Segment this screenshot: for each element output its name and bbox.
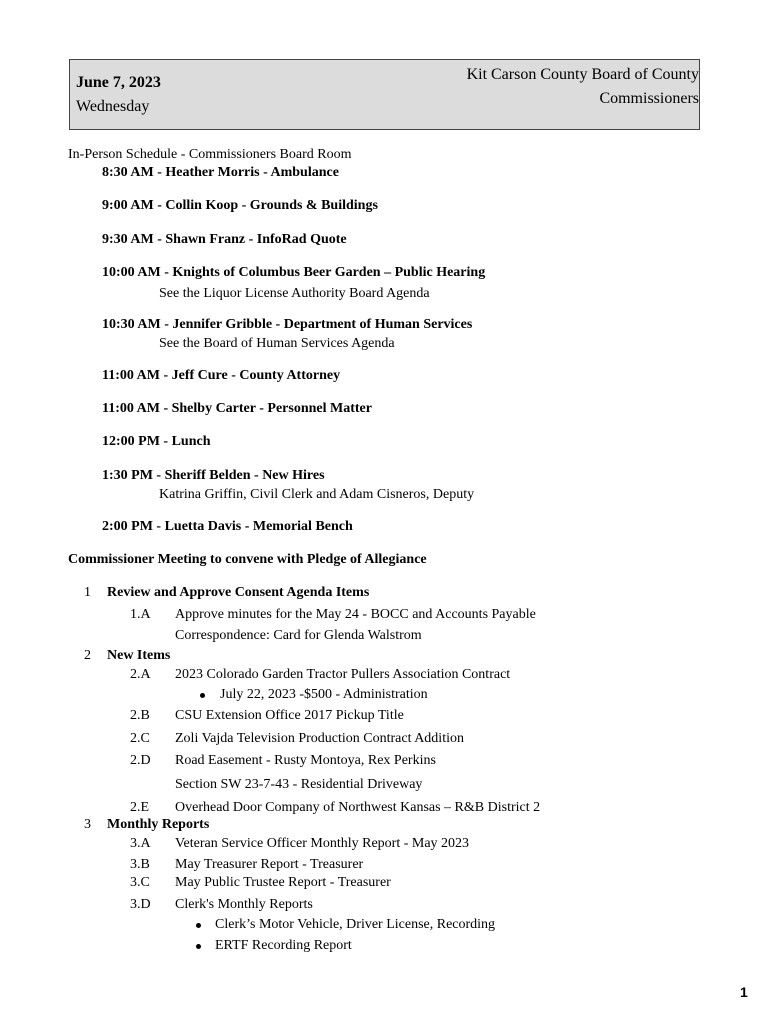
item-number: 2.B xyxy=(130,708,150,723)
item-number: 3.B xyxy=(130,857,150,872)
schedule-item: 10:00 AM - Knights of Columbus Beer Garden – Public Hearing xyxy=(102,265,486,280)
item-number: 3.C xyxy=(130,875,150,890)
bullet-text: July 22, 2023 -$500 - Administration xyxy=(220,687,428,702)
section-number: 2 xyxy=(84,648,91,663)
bullet-icon xyxy=(196,944,201,949)
schedule-heading: In-Person Schedule - Commissioners Board Room xyxy=(68,147,352,162)
item-number: 2.E xyxy=(130,800,150,815)
organization-name-line2: Commissioners xyxy=(599,90,699,107)
bullet-icon xyxy=(200,693,205,698)
item-text: Clerk's Monthly Reports xyxy=(175,897,313,912)
item-text: Zoli Vajda Television Production Contract Addition xyxy=(175,731,464,746)
bullet-text: ERTF Recording Report xyxy=(215,938,352,953)
item-number: 3.D xyxy=(130,897,151,912)
section-title: Review and Approve Consent Agenda Items xyxy=(107,585,370,600)
item-text: CSU Extension Office 2017 Pickup Title xyxy=(175,708,404,723)
schedule-item: 9:00 AM - Collin Koop - Grounds & Buildings xyxy=(102,198,378,213)
meeting-heading: Commissioner Meeting to convene with Pledge of Allegiance xyxy=(68,552,427,567)
item-text: 2023 Colorado Garden Tractor Pullers Association Contract xyxy=(175,667,511,682)
bullet-icon xyxy=(196,923,201,928)
schedule-item: 2:00 PM - Luetta Davis - Memorial Bench xyxy=(102,519,353,534)
item-text: May Public Trustee Report - Treasurer xyxy=(175,875,391,890)
item-text: May Treasurer Report - Treasurer xyxy=(175,857,364,872)
schedule-item: 8:30 AM - Heather Morris - Ambulance xyxy=(102,165,339,180)
item-text: Correspondence: Card for Glenda Walstrom xyxy=(175,628,422,643)
item-number: 2.D xyxy=(130,753,151,768)
schedule-item-note: Katrina Griffin, Civil Clerk and Adam Cisneros, Deputy xyxy=(159,487,475,502)
item-number: 1.A xyxy=(130,607,151,622)
schedule-item-note: See the Board of Human Services Agenda xyxy=(159,336,395,351)
item-text: Veteran Service Officer Monthly Report - May 2023 xyxy=(175,836,470,851)
item-text: Approve minutes for the May 24 - BOCC and Accounts Payable xyxy=(175,607,536,622)
item-text: Road Easement - Rusty Montoya, Rex Perkins xyxy=(175,753,436,768)
bullet-text: Clerk’s Motor Vehicle, Driver License, Recording xyxy=(215,917,496,932)
section-title: New Items xyxy=(107,648,171,663)
item-number: 2.A xyxy=(130,667,151,682)
item-number: 3.A xyxy=(130,836,151,851)
section-number: 3 xyxy=(84,817,91,832)
item-text: Overhead Door Company of Northwest Kansas – R&B District 2 xyxy=(175,800,541,815)
schedule-item: 9:30 AM - Shawn Franz - InfoRad Quote xyxy=(102,232,347,247)
organization-name-line1: Kit Carson County Board of County xyxy=(466,66,699,83)
schedule-item: 12:00 PM - Lunch xyxy=(102,434,211,449)
page-number: 1 xyxy=(740,984,748,1000)
section-title: Monthly Reports xyxy=(107,817,210,832)
meeting-weekday: Wednesday xyxy=(76,98,150,115)
item-number: 2.C xyxy=(130,731,150,746)
schedule-item: 11:00 AM - Shelby Carter - Personnel Matter xyxy=(102,401,372,416)
header-box xyxy=(69,59,700,130)
section-number: 1 xyxy=(84,585,91,600)
schedule-item: 11:00 AM - Jeff Cure - County Attorney xyxy=(102,368,341,383)
schedule-item-note: See the Liquor License Authority Board Agenda xyxy=(159,286,430,301)
item-text: Section SW 23-7-43 - Residential Driveway xyxy=(175,777,423,792)
schedule-item: 1:30 PM - Sheriff Belden - New Hires xyxy=(102,468,325,483)
schedule-item: 10:30 AM - Jennifer Gribble - Department of Human Services xyxy=(102,317,473,332)
meeting-date: June 7, 2023 xyxy=(76,74,161,91)
